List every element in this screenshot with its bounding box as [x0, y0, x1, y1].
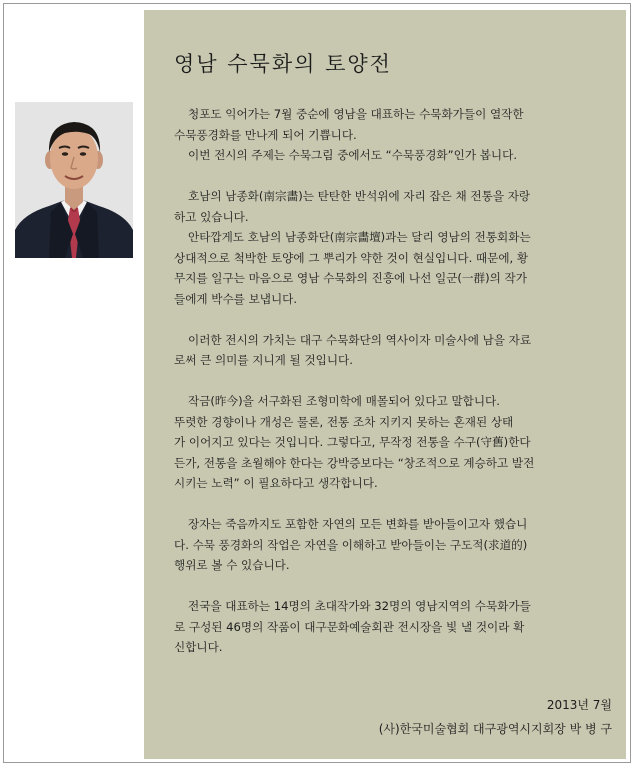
paragraph-line: 신합니다. — [174, 640, 223, 654]
paragraph-line: 상대적으로 척박한 토양에 그 뿌리가 약한 것이 현실입니다. 때문에, 황 — [174, 250, 529, 265]
paragraph-line: 다. 수묵 풍경화의 작업은 자연을 이해하고 받아들이는 구도적(求道的) — [174, 537, 528, 552]
paragraph-line: 무지를 일구는 마음으로 영남 수묵화의 진흥에 나선 일군(一群)의 작가 — [174, 271, 527, 285]
paragraph-line: 뚜렷한 경향이나 개성은 물론, 전통 조차 지키지 못하는 혼재된 상태 — [174, 414, 514, 429]
paragraph-line: 작금(昨今)을 서구화된 조형미학에 매몰되어 있다고 말합니다. — [188, 394, 500, 408]
paragraph-line: 안타깝게도 호남의 남종화단(南宗畵壇)과는 달리 영남의 전통회화는 — [188, 230, 531, 244]
paragraph-line: 들에게 박수를 보냅니다. — [174, 291, 298, 306]
paragraph — [174, 330, 620, 371]
paragraph — [174, 514, 620, 576]
paragraph — [174, 104, 620, 166]
paragraph-line: 이번 전시의 주제는 수묵그림 중에서도 “수묵풍경화”인가 봅니다. — [188, 148, 518, 162]
greeting-body — [174, 104, 620, 678]
date-line: 2013년 7월 — [546, 698, 612, 712]
paragraph-line: 시키는 노력” 이 필요하다고 생각합니다. — [174, 476, 378, 490]
author-portrait-photo — [15, 102, 133, 258]
paragraph — [174, 186, 620, 309]
paragraph-line: 전국을 대표하는 14명의 초대작가와 32명의 영남지역의 수묵화가들 — [188, 599, 531, 613]
paragraph-line: 호남의 남종화(南宗畵)는 탄탄한 반석위에 자리 잡은 채 전통을 자랑 — [188, 189, 531, 203]
paragraph-line: 행위로 볼 수 있습니다. — [174, 558, 290, 572]
page-title: 영남 수묵화의 토양전 — [174, 52, 392, 76]
paragraph-line: 수묵풍경화를 만나게 되어 기쁩니다. — [174, 127, 357, 142]
paragraph-line: 이러한 전시의 가치는 대구 수묵화단의 역사이자 미술사에 남을 자료 — [188, 332, 532, 347]
paragraph-line: 가 이어지고 있다는 것입니다. 그렇다고, 무작정 전통을 수구(守舊)한다 — [174, 435, 531, 449]
paragraph-line: 로 구성된 46명의 작품이 대구문화예술회관 전시장을 빛 낼 것이라 확 — [174, 619, 525, 634]
paragraph-line: 하고 있습니다. — [174, 209, 249, 224]
paragraph-line: 로써 큰 의미를 지니게 될 것입니다. — [174, 353, 353, 367]
paragraph — [174, 596, 620, 658]
paragraph-line: 청포도 익어가는 7월 중순에 영남을 대표하는 수묵화가들이 열작한 — [188, 107, 524, 121]
paragraph — [174, 391, 620, 494]
greeting-panel — [144, 10, 626, 759]
signature-line: (사)한국미술협회 대구광역시지회장 박 병 구 — [378, 722, 612, 736]
paragraph-line: 장자는 죽음까지도 포함한 자연의 모든 변화를 받아들이고자 했습니 — [188, 517, 528, 531]
portrait-man-in-suit-icon — [15, 102, 133, 258]
paragraph-line: 든가, 전통을 초월해야 한다는 강박증보다는 “창조적으로 계승하고 발전 — [174, 455, 535, 470]
